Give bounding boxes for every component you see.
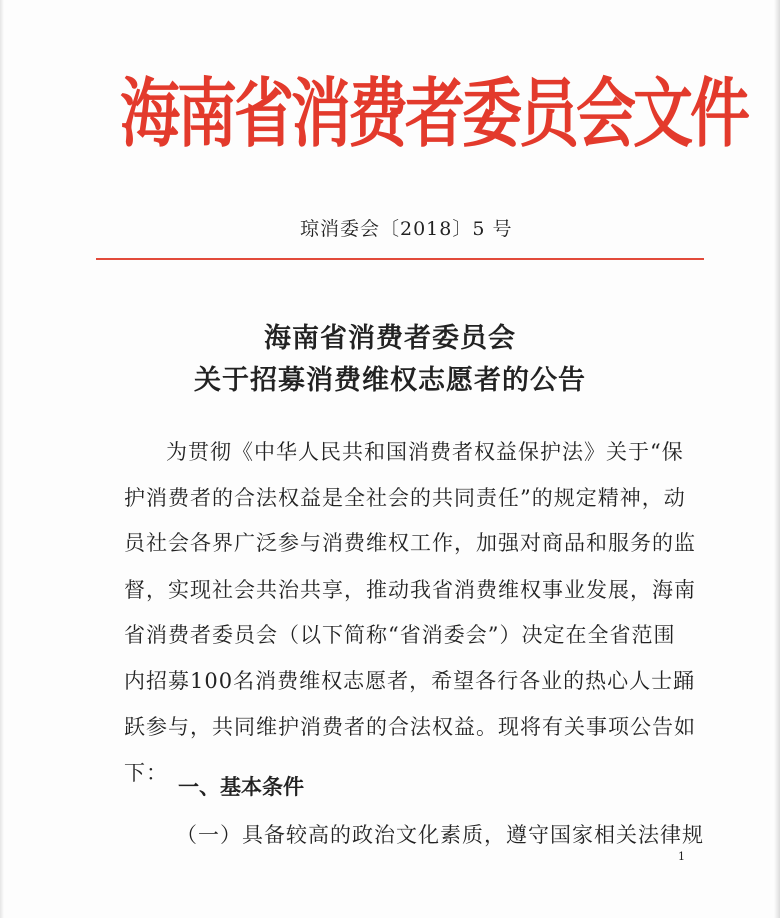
paragraph-line-2: 护消费者的合法权益是全社会的共同责任”的规定精神，动 (124, 486, 686, 510)
paragraph-line-7: 跃参与，共同维护消费者的合法权益。现将有关事项公告如 (124, 715, 696, 739)
document-header-title: 海南省消费者委员会文件 (120, 70, 747, 159)
paragraph-line-5: 省消费者委员会（以下简称“省消委会”）决定在全省范围 (124, 623, 676, 647)
announcement-title-line-1: 海南省消费者委员会 (264, 323, 516, 354)
page-number: 1 (678, 850, 685, 863)
paragraph-line-1: 为贯彻《中华人民共和国消费者权益保护法》关于“保 (166, 440, 684, 464)
paragraph-line-8: 下： (124, 761, 168, 785)
red-divider-line (96, 258, 704, 260)
paragraph-line-6: 内招募100名消费维权志愿者，希望各行各业的热心人士踊 (124, 669, 696, 693)
announcement-title-line-2: 关于招募消费维权志愿者的公告 (194, 365, 586, 396)
document-number: 琼消委会〔2018〕5 号 (300, 218, 513, 240)
paragraph-line-4: 督，实现社会共治共享，推动我省消费维权事业发展，海南 (124, 578, 696, 602)
scan-edge-left (0, 0, 4, 918)
section-heading-basic-conditions: 一、基本条件 (178, 775, 304, 799)
paragraph-line-3: 员社会各界广泛参与消费维权工作，加强对商品和服务的监 (124, 531, 696, 555)
scan-edge-right (774, 0, 780, 918)
condition-item-1: （一）具备较高的政治文化素质，遵守国家相关法律规 (176, 823, 704, 847)
